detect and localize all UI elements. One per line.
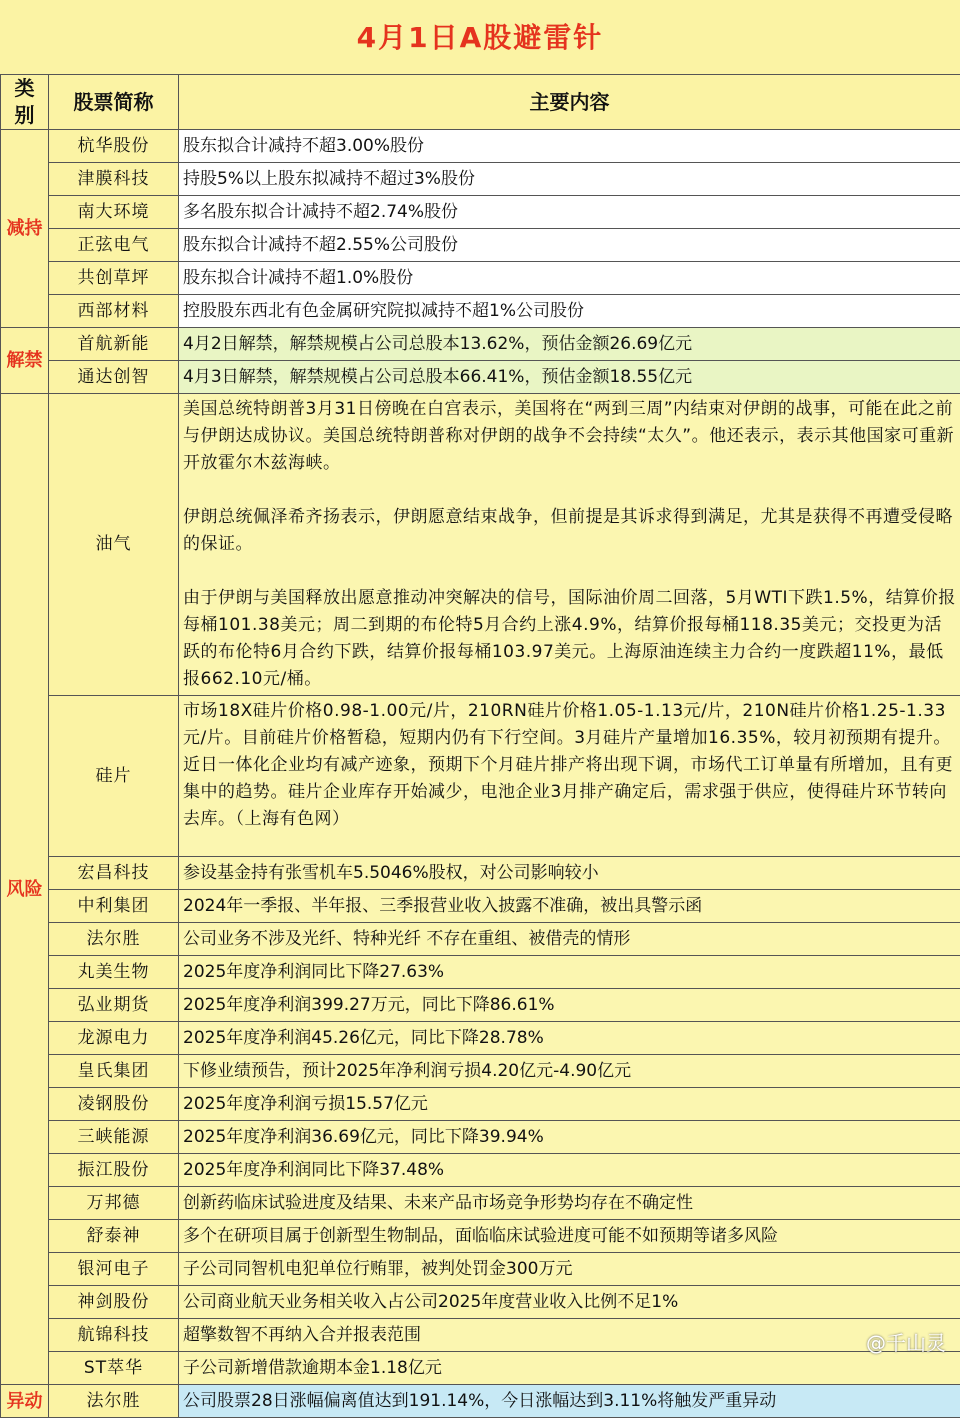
stock-content: 下修业绩预告，预计2025年净利润亏损4.20亿元-4.90亿元 [179, 1055, 960, 1088]
stock-content: 股东拟合计减持不超2.55%公司股份 [179, 229, 960, 262]
table-row [1, 1253, 960, 1286]
stock-content: 2025年度净利润同比下降37.48% [179, 1154, 960, 1187]
table-row [1, 130, 960, 163]
stock-content: 4月3日解禁，解禁规模占公司总股本66.41%，预估金额18.55亿元 [179, 361, 960, 394]
table-row [1, 1088, 960, 1121]
header-main-content: 主要内容 [179, 75, 960, 130]
stock-content: 2024年一季报、半年报、三季报营业收入披露不准确，被出具警示函 [179, 890, 960, 923]
header-stock-name: 股票简称 [49, 75, 179, 130]
stock-content: 股东拟合计减持不超3.00%股份 [179, 130, 960, 163]
table-row [1, 229, 960, 262]
stock-content: 2025年度净利润同比下降27.63% [179, 956, 960, 989]
category-unlock: 解禁 [1, 328, 49, 394]
table-row [1, 1385, 960, 1418]
stock-name: 南大环境 [49, 196, 179, 229]
table-row [1, 1121, 960, 1154]
table-header-row [1, 75, 960, 130]
table-row [1, 696, 960, 857]
stock-content: 2025年度净利润亏损15.57亿元 [179, 1088, 960, 1121]
stock-content: 参设基金持有张雪机车5.5046%股权，对公司影响较小 [179, 857, 960, 890]
stock-name: 宏昌科技 [49, 857, 179, 890]
table-row [1, 163, 960, 196]
table-row [1, 989, 960, 1022]
stock-name: 共创草坪 [49, 262, 179, 295]
table-row [1, 1220, 960, 1253]
paragraph: 由于伊朗与美国释放出愿意推动冲突解决的信号，国际油价周二回落，5月WTI下跌1.5%，结算价报每桶101.38美元；周二到期的布伦特5月合约上涨4.9%，结算价报每桶118.35美元；交投更为活跃的布伦特6月合约下跌，结算价报每桶103.97美元。上海原油连续主力合约一度跌超11%，最低报662.10元/桶。 [183, 585, 956, 693]
table-row [1, 196, 960, 229]
stock-content-wafer [179, 696, 960, 857]
table-row [1, 1187, 960, 1220]
stock-name: 龙源电力 [49, 1022, 179, 1055]
stock-name: 津膜科技 [49, 163, 179, 196]
category-reduce: 减持 [1, 130, 49, 328]
table-row [1, 295, 960, 328]
stock-name: 中利集团 [49, 890, 179, 923]
stock-content: 多个在研项目属于创新型生物制品，面临临床试验进度可能不如预期等诸多风险 [179, 1220, 960, 1253]
table-row [1, 1286, 960, 1319]
stock-content: 2025年度净利润45.26亿元，同比下降28.78% [179, 1022, 960, 1055]
table-row [1, 857, 960, 890]
table-row [1, 262, 960, 295]
stock-name: 神剑股份 [49, 1286, 179, 1319]
stock-name: 首航新能 [49, 328, 179, 361]
page-title: 4月1日A股避雷针 [0, 0, 960, 72]
stock-content: 4月2日解禁，解禁规模占公司总股本13.62%，预估金额26.69亿元 [179, 328, 960, 361]
table-row [1, 1055, 960, 1088]
stock-name: 油气 [49, 394, 179, 696]
stock-content-oil [179, 394, 960, 696]
stock-content: 子公司同智机电犯单位行贿罪，被判处罚金300万元 [179, 1253, 960, 1286]
category-risk: 风险 [1, 394, 49, 1385]
stock-content: 创新药临床试验进度及结果、未来产品市场竞争形势均存在不确定性 [179, 1187, 960, 1220]
table-row [1, 890, 960, 923]
stock-name: 凌钢股份 [49, 1088, 179, 1121]
stock-name: 正弦电气 [49, 229, 179, 262]
table-row [1, 956, 960, 989]
stock-name: 通达创智 [49, 361, 179, 394]
stock-name: 法尔胜 [49, 1385, 179, 1418]
stock-content: 子公司新增借款逾期本金1.18亿元 [179, 1352, 960, 1385]
paragraph: 伊朗总统佩泽希齐扬表示，伊朗愿意结束战争，但前提是其诉求得到满足，尤其是获得不再遭受侵略的保证。 [183, 504, 956, 558]
table-row [1, 1319, 960, 1352]
stock-content: 超擎数智不再纳入合并报表范围 [179, 1319, 960, 1352]
watermark: @千山灵 [866, 1327, 946, 1356]
stock-content: 公司商业航天业务相关收入占公司2025年度营业收入比例不足1% [179, 1286, 960, 1319]
table-row [1, 394, 960, 696]
stock-risk-table [0, 74, 960, 1418]
table-row [1, 1154, 960, 1187]
table-row [1, 361, 960, 394]
table-row [1, 328, 960, 361]
stock-content: 控股股东西北有色金属研究院拟减持不超1%公司股份 [179, 295, 960, 328]
stock-content: 2025年度净利润399.27万元，同比下降86.61% [179, 989, 960, 1022]
stock-name: 三峡能源 [49, 1121, 179, 1154]
stock-content: 2025年度净利润36.69亿元，同比下降39.94% [179, 1121, 960, 1154]
stock-name: 振江股份 [49, 1154, 179, 1187]
stock-name: 皇氏集团 [49, 1055, 179, 1088]
paragraph: 美国总统特朗普3月31日傍晚在白宫表示，美国将在“两到三周”内结束对伊朗的战事，可能在此之前与伊朗达成协议。美国总统特朗普称对伊朗的战争不会持续“太久”。他还表示，表示其他国家可重新开放霍尔木兹海峡。 [183, 396, 956, 477]
stock-content: 公司业务不涉及光纤、特种光纤 不存在重组、被借壳的情形 [179, 923, 960, 956]
stock-content: 持股5%以上股东拟减持不超过3%股份 [179, 163, 960, 196]
stock-name: 银河电子 [49, 1253, 179, 1286]
stock-content: 股东拟合计减持不超1.0%股份 [179, 262, 960, 295]
stock-name: 法尔胜 [49, 923, 179, 956]
stock-name: 万邦德 [49, 1187, 179, 1220]
stock-name: 硅片 [49, 696, 179, 857]
table-row [1, 1352, 960, 1385]
stock-name: 弘业期货 [49, 989, 179, 1022]
paragraph: 市场18X硅片价格0.98-1.00元/片，210RN硅片价格1.05-1.13元/片，210N硅片价格1.25-1.33元/片。目前硅片价格暂稳，短期内仍有下行空间。3月硅片产量增加16.35%，较月初预期有提升。近日一体化企业均有减产迹象，预期下个月硅片排产将出现下调，市场代工订单量有所增加，且有更集中的趋势。硅片企业库存开始减少，电池企业3月排产确定后，需求强于供应，使得硅片环节转向去库。（上海有色网） [183, 698, 956, 833]
table-row [1, 923, 960, 956]
category-abnormal: 异动 [1, 1385, 49, 1418]
stock-name: ST萃华 [49, 1352, 179, 1385]
stock-name: 丸美生物 [49, 956, 179, 989]
stock-name: 航锦科技 [49, 1319, 179, 1352]
stock-name: 西部材料 [49, 295, 179, 328]
stock-content: 公司股票28日涨幅偏离值达到191.14%，今日涨幅达到3.11%将触发严重异动 [179, 1385, 960, 1418]
stock-content: 多名股东拟合计减持不超2.74%股份 [179, 196, 960, 229]
header-category: 类别 [1, 75, 49, 130]
table-row [1, 1022, 960, 1055]
stock-name: 舒泰神 [49, 1220, 179, 1253]
stock-name: 杭华股份 [49, 130, 179, 163]
